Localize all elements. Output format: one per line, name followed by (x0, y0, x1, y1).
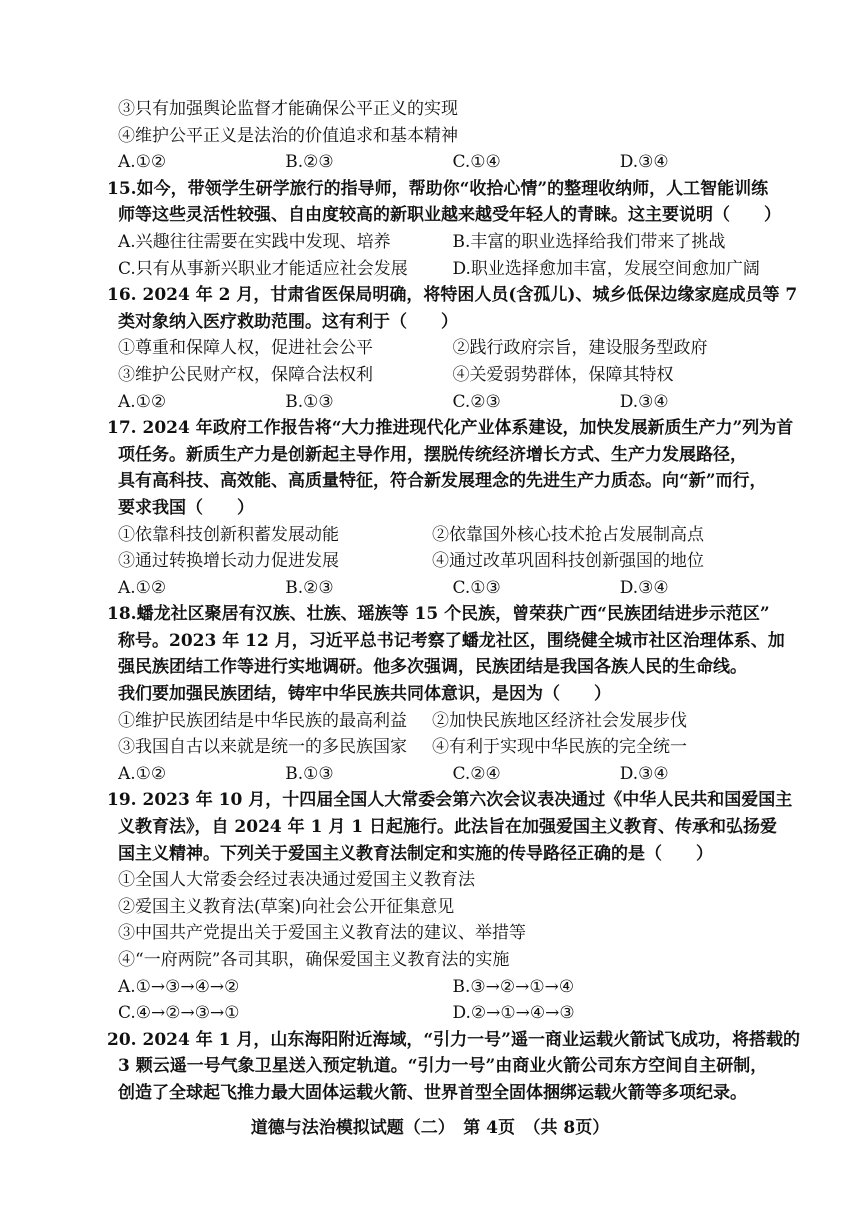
q17-stem-line-1: 17. 2024 年政府工作报告将“大力推进现代化产业体系建设，加快发展新质生产力”列为首 (107, 418, 794, 439)
statement-1: ①依靠科技创新积蓄发展动能 (118, 524, 339, 545)
q19-stem-line-2: 义教育法》，自 2024 年 1 月 1 日起施行。此法旨在加强爱国主义教育、传承和弘扬爱 (118, 817, 777, 838)
q18-stem-line-4: 我们要加强民族团结，铸牢中华民族共同体意识，是因为（ ） (118, 684, 611, 705)
q19-item-2: ②爱国主义教育法(草案)向社会公开征集意见 (118, 896, 455, 917)
q17-stem-line-4: 要求我国（ ） (118, 497, 254, 518)
option-d: D.②→①→④→③ (452, 1003, 575, 1024)
q16-statements-row-1 (107, 335, 787, 362)
q19-stem-line-3: 国主义精神。下列关于爱国主义教育法制定和实施的传导路径正确的是（ ） (118, 843, 713, 864)
q17-options (107, 575, 787, 602)
statement-3: ③维护公民财产权，保障合法权利 (118, 364, 373, 385)
q15-options-row-1 (107, 229, 787, 256)
option-c: C.只有从事新兴职业才能适应社会发展 (118, 258, 408, 279)
q18-options (107, 761, 787, 788)
option-b: B.②③ (285, 577, 334, 598)
q16-options (107, 389, 787, 416)
q20-stem-line-3: 创造了全球起飞推力最大固体运载火箭、世界首型全固体捆绑运载火箭等多项纪录。 (118, 1082, 747, 1103)
statement-4: ④通过改革巩固科技创新强国的地位 (432, 551, 704, 572)
q20-stem-line-1: 20. 2024 年 1 月，山东海阳附近海域，“引力一号”遥一商业运载火箭试飞成功，将搭载的 (107, 1029, 800, 1050)
q16-statements-row-2 (107, 362, 787, 389)
q20-stem-line-2: 3 颗云遥一号气象卫星送入预定轨道。“引力一号”由商业火箭公司东方空间自主研制， (118, 1056, 768, 1077)
q18-statements-row-2 (107, 734, 787, 761)
option-a: A.兴趣往往需要在实践中发现、培养 (118, 231, 391, 252)
q19-stem-line-1: 19. 2023 年 10 月，十四届全国人大常委会第六次会议表决通过《中华人民共和国爱国主 (107, 790, 793, 811)
q17-statements-row-2 (107, 548, 787, 575)
option-a: A.①② (118, 763, 167, 784)
q18-statements-row-1 (107, 708, 787, 735)
statement-2: ②加快民族地区经济社会发展步伐 (432, 710, 687, 731)
option-b: B.丰富的职业选择给我们带来了挑战 (452, 231, 726, 252)
exam-content (107, 96, 800, 1107)
q19-options-row-2 (107, 1000, 787, 1027)
option-d: D.③④ (619, 391, 669, 412)
statement-3: ③只有加强舆论监督才能确保公平正义的实现 (118, 99, 458, 119)
statement-3: ③我国自古以来就是统一的多民族国家 (118, 737, 407, 758)
statement-4: ④有利于实现中华民族的完全统一 (432, 737, 687, 758)
q18-stem-line-2: 称号。2023 年 12 月，习近平总书记考察了蟠龙社区，围绕健全城市社区治理体系、加 (118, 630, 785, 651)
q18-stem-line-3: 强民族团结工作等进行实地调研。他多次强调，民族团结是我国各族人民的生命线。 (118, 657, 747, 678)
q17-statements-row-1 (107, 522, 787, 549)
q15-stem-line-1: 15.如今，带领学生研学旅行的指导师，帮助你“收拾心情”的整理收纳师，人工智能训练 (107, 178, 769, 199)
option-c: C.①④ (452, 152, 501, 173)
q15-options-row-2 (107, 256, 787, 283)
q14-options (107, 149, 787, 176)
q19-item-3: ③中国共产党提出关于爱国主义教育法的建议、举措等 (118, 923, 526, 944)
option-b: B.③→②→①→④ (452, 976, 575, 997)
option-b: B.②③ (285, 152, 334, 173)
option-c: C.②③ (452, 391, 501, 412)
option-a: A.①② (118, 577, 167, 598)
q17-stem-line-2: 项任务。新质生产力是创新起主导作用，摆脱传统经济增长方式、生产力发展路径， (118, 444, 747, 465)
option-c: C.①③ (452, 577, 501, 598)
option-a: A.①② (118, 391, 167, 412)
statement-4: ④维护公平正义是法治的价值追求和基本精神 (118, 125, 458, 146)
q18-stem-line-1: 18.蟠龙社区聚居有汉族、壮族、瑶族等 15 个民族，曾荣获广西“民族团结进步示范区” (107, 604, 770, 625)
statement-2: ②践行政府宗旨，建设服务型政府 (452, 338, 708, 359)
option-d: D.职业选择愈加丰富，发展空间愈加广阔 (452, 258, 760, 279)
q19-item-4: ④“一府两院”各司其职，确保爱国主义教育法的实施 (118, 950, 510, 970)
q19-options-row-1 (107, 974, 787, 1001)
option-d: D.③④ (619, 577, 669, 598)
statement-1: ①尊重和保障人权，促进社会公平 (118, 338, 373, 359)
q16-stem-line-2: 类对象纳入医疗救助范围。这有利于（ ） (118, 311, 458, 332)
q15-stem-line-2: 师等这些灵活性较强、自由度较高的新职业越来越受年轻人的青睐。这主要说明（ ） (118, 205, 781, 226)
page-footer: 道德与法治模拟试题（二） 第 4页 （共 8页） (250, 1118, 610, 1138)
option-b: B.①③ (285, 391, 334, 412)
statement-3: ③通过转换增长动力促进发展 (118, 551, 339, 572)
option-c: C.④→②→③→① (118, 1003, 240, 1024)
option-d: D.③④ (619, 152, 669, 173)
option-d: D.③④ (619, 763, 669, 784)
statement-1: ①维护民族团结是中华民族的最高利益 (118, 710, 407, 731)
option-c: C.②④ (452, 763, 501, 784)
q17-stem-line-3: 具有高科技、高效能、高质量特征，符合新发展理念的先进生产力质态。向“新”而行， (118, 471, 767, 492)
statement-2: ②依靠国外核心技术抢占发展制高点 (432, 524, 704, 545)
q19-item-1: ①全国人大常委会经过表决通过爱国主义教育法 (118, 870, 475, 891)
option-b: B.①③ (285, 763, 334, 784)
option-a: A.①→③→④→② (118, 976, 240, 997)
statement-4: ④关爱弱势群体，保障其特权 (452, 364, 674, 385)
option-a: A.①② (118, 152, 167, 173)
q16-stem-line-1: 16. 2024 年 2 月，甘肃省医保局明确，将特困人员(含孤儿)、城乡低保边缘家庭成员等 7 (107, 285, 798, 306)
